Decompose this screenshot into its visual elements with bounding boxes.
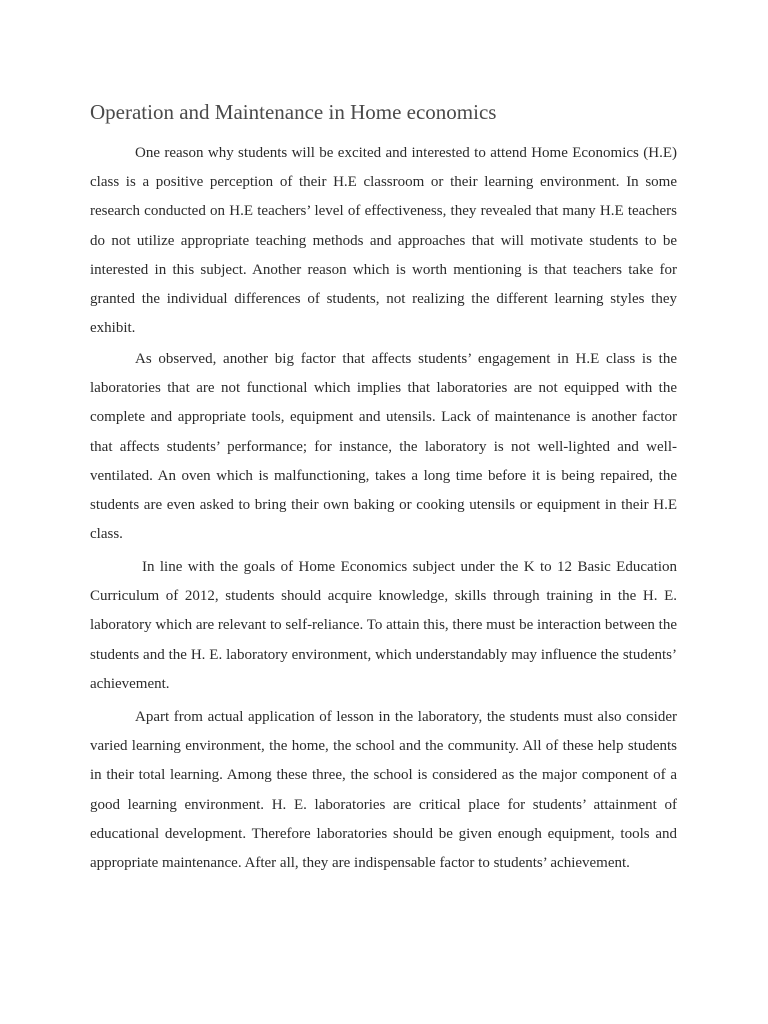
document-title: Operation and Maintenance in Home economics <box>90 100 497 124</box>
paragraph-3: In line with the goals of Home Economics subject under the K to 12 Basic Education Curriculum of 2012, students should acquire knowledge, skills through training in the H. E. laboratory which are relevant to self-reliance. To attain this, there must be interaction between the students and the H. E. laboratory environment, which understandably may influence the students’ achievement. <box>90 559 677 692</box>
paragraph-2: As observed, another big factor that affects students’ engagement in H.E class is the laboratories that are not functional which implies that laboratories are not equipped with the complete and appropriate tools, equipment and utensils. Lack of maintenance is another factor that affects students’ performance; for instance, the laboratory is not well-lighted and well-ventilated. An oven which is malfunctioning, takes a long time before it is being repaired, the students are even asked to bring their own baking or cooking utensils or equipment in their H.E class. <box>90 351 677 543</box>
paragraph-1: One reason why students will be excited and interested to attend Home Economics (H.E) class is a positive perception of their H.E classroom or their learning environment. In some research conducted on H.E teachers’ level of effectiveness, they revealed that many H.E teachers do not utilize appropriate teaching methods and approaches that will motivate students to be interested in this subject. Another reason which is worth mentioning is that teachers take for granted the individual differences of students, not realizing the different learning styles they exhibit. <box>90 145 677 337</box>
paragraph-4: Apart from actual application of lesson in the laboratory, the students must also consider varied learning environment, the home, the school and the community. All of these help students in their total learning. Among these three, the school is considered as the major component of a good learning environment. H. E. laboratories are critical place for students’ attainment of educational development. Therefore laboratories should be given enough equipment, tools and appropriate maintenance. After all, they are indispensable factor to students’ achievement. <box>90 709 677 872</box>
